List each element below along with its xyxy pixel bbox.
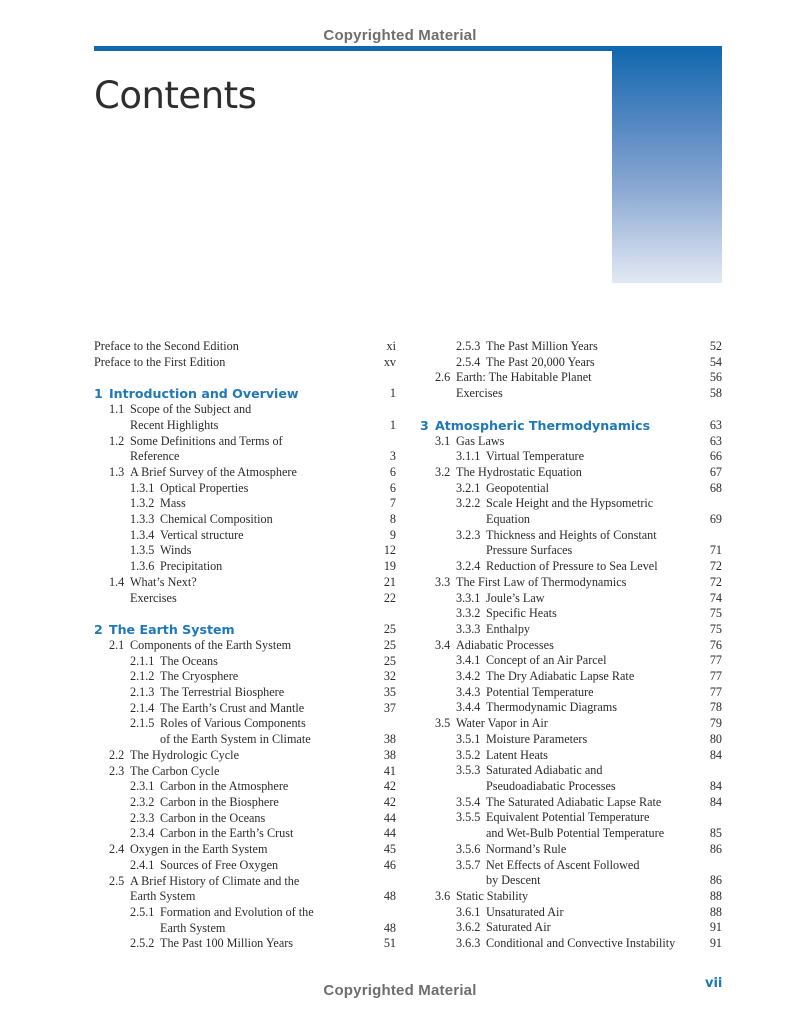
toc-subsection-entry[interactable]: [420, 653, 722, 669]
toc-subsection-entry[interactable]: [420, 591, 722, 607]
toc-entry-number: 3.3.2: [456, 606, 481, 621]
toc-entry-title: Joule’s Law: [486, 590, 545, 605]
toc-entry-page: 1: [389, 417, 396, 432]
toc-entry-page: 52: [709, 339, 722, 353]
toc-entry-page: 6: [389, 480, 396, 495]
toc-section-entry[interactable]: [94, 874, 396, 890]
toc-section-entry[interactable]: [94, 449, 396, 465]
toc-frontmatter-entry[interactable]: [94, 355, 396, 371]
toc-entry-page: 48: [383, 920, 396, 935]
toc-entry-page: 37: [383, 700, 396, 715]
toc-subsection-entry[interactable]: [420, 873, 722, 889]
toc-entry-page: 25: [383, 622, 396, 637]
toc-chapter-entry[interactable]: [94, 622, 396, 638]
toc-entry-title: Equation: [486, 512, 531, 527]
toc-entry-title: Oxygen in the Earth System: [130, 842, 268, 857]
toc-entry-title: Carbon in the Earth’s Crust: [160, 826, 294, 841]
toc-entry-title: Normand’s Rule: [486, 841, 567, 856]
toc-subsection-entry[interactable]: [420, 685, 722, 701]
toc-entry-page: 9: [389, 527, 396, 542]
toc-section-entry[interactable]: [94, 402, 396, 418]
toc-entry-page: 84: [709, 747, 722, 762]
toc-entry-number: 3.6.2: [456, 920, 481, 935]
toc-section-entry[interactable]: [94, 434, 396, 450]
toc-entry-title: Pressure Surfaces: [486, 543, 573, 558]
toc-entry-page: 78: [709, 700, 722, 715]
toc-entry-page: 25: [383, 637, 396, 652]
toc-entry-number: 3.2.1: [456, 480, 481, 495]
toc-entry-number: 2.5: [109, 873, 125, 888]
toc-entry-page: 25: [383, 653, 396, 668]
toc-entry-page: 84: [709, 778, 722, 793]
toc-entry-number: 1.3.5: [130, 543, 155, 558]
toc-entry-number: 3.2.3: [456, 527, 481, 542]
toc-entry-page: 80: [709, 731, 722, 746]
toc-entry-title: Geopotential: [486, 480, 549, 495]
toc-entry-page: 1: [389, 386, 396, 401]
toc-entry-number: 1.3.2: [130, 496, 155, 511]
toc-subsection-entry[interactable]: [94, 921, 396, 937]
toc-section-entry[interactable]: [420, 889, 722, 905]
toc-subsection-entry[interactable]: [94, 543, 396, 559]
toc-subsection-entry[interactable]: [420, 355, 722, 371]
toc-entry-title: Water Vapor in Air: [456, 716, 548, 731]
toc-entry-page: 35: [383, 685, 396, 700]
toc-entry-title: Earth: The Habitable Planet: [456, 370, 592, 385]
toc-section-entry[interactable]: [94, 638, 396, 654]
toc-subsection-entry[interactable]: [420, 842, 722, 858]
toc-entry-page: 6: [389, 464, 396, 479]
toc-subsection-entry[interactable]: [94, 811, 396, 827]
toc-entry-number: 3.4.1: [456, 653, 481, 668]
toc-subsection-entry[interactable]: [94, 905, 396, 921]
toc-entry-number: 2.5.4: [456, 354, 481, 369]
toc-entry-page: xv: [383, 354, 396, 369]
toc-entry-page: 41: [383, 763, 396, 778]
toc-entry-page: 63: [709, 417, 722, 432]
toc-entry-page: 67: [709, 464, 722, 479]
toc-entry-number: 2.3: [109, 763, 125, 778]
toc-subsection-entry[interactable]: [420, 606, 722, 622]
toc-entry-number: 3.4.3: [456, 684, 481, 699]
toc-entry-title: of the Earth System in Climate: [160, 732, 311, 747]
toc-entry-number: 3.1: [435, 433, 451, 448]
toc-entry-title: Moisture Parameters: [486, 731, 588, 746]
toc-entry-title: Carbon in the Biosphere: [160, 794, 279, 809]
toc-entry-page: 86: [709, 841, 722, 856]
toc-subsection-entry[interactable]: [420, 905, 722, 921]
toc-entry-title: Pseudoadiabatic Processes: [486, 778, 616, 793]
toc-chapter-entry[interactable]: [420, 418, 722, 434]
toc-entry-title: Static Stability: [456, 888, 529, 903]
toc-entry-title: Scale Height and the Hypsometric: [486, 496, 654, 511]
toc-entry-page: 69: [709, 512, 722, 527]
toc-entry-number: 3.5.6: [456, 841, 481, 856]
toc-entry-title: The Cryosphere: [160, 669, 239, 684]
toc-entry-title: The First Law of Thermodynamics: [456, 574, 627, 589]
toc-entry-title: Earth System: [130, 889, 196, 904]
toc-entry-page: 86: [709, 873, 722, 888]
toc-entry-page: 8: [389, 512, 396, 527]
toc-chapter-entry[interactable]: [94, 386, 396, 402]
toc-entry-title: Saturated Adiabatic and: [486, 763, 603, 778]
toc-entry-title: Thermodynamic Diagrams: [486, 700, 617, 715]
toc-entry-title: Earth System: [160, 920, 226, 935]
toc-entry-page: 19: [383, 559, 396, 574]
toc-entry-number: 2.6: [435, 370, 451, 385]
toc-entry-number: 3.5.2: [456, 747, 481, 762]
toc-entry-page: 71: [709, 543, 722, 558]
toc-entry-number: 1.3.4: [130, 527, 155, 542]
decorative-gradient-block: [612, 46, 722, 283]
toc-entry-number: 3.5.7: [456, 857, 481, 872]
toc-entry-title: Carbon in the Atmosphere: [160, 779, 289, 794]
toc-entry-number: 2.5.1: [130, 904, 155, 919]
toc-entry-title: Conditional and Convective Instability: [486, 936, 676, 951]
toc-column-left: [94, 339, 396, 952]
toc-entry-page: 7: [389, 496, 396, 511]
toc-subsection-entry[interactable]: [94, 826, 396, 842]
toc-entry-number: 1.2: [109, 433, 125, 448]
toc-entry-page: 88: [709, 904, 722, 919]
toc-subsection-entry[interactable]: [94, 669, 396, 685]
toc-entry-page: 54: [709, 354, 722, 369]
toc-entry-number: 3: [420, 417, 429, 433]
toc-entry-title: The Hydrostatic Equation: [456, 464, 582, 479]
toc-entry-title: Saturated Air: [486, 920, 551, 935]
toc-entry-title: The Saturated Adiabatic Lapse Rate: [486, 794, 662, 809]
copyright-watermark-top: Copyrighted Material: [323, 27, 477, 44]
toc-exercises-entry[interactable]: [420, 386, 722, 402]
toc-entry-number: 3.6: [435, 888, 451, 903]
toc-entry-number: 3.5.4: [456, 794, 481, 809]
copyright-watermark-bottom: Copyrighted Material: [323, 982, 477, 999]
toc-entry-page: 32: [383, 669, 396, 684]
toc-entry-title: Potential Temperature: [486, 684, 594, 699]
toc-entry-title: Adiabatic Processes: [456, 637, 554, 652]
toc-subsection-entry[interactable]: [94, 559, 396, 575]
toc-subsection-entry[interactable]: [420, 622, 722, 638]
toc-entry-title: and Wet-Bulb Potential Temperature: [486, 826, 665, 841]
toc-entry-title: Virtual Temperature: [486, 449, 585, 464]
toc-entry-page: 75: [709, 621, 722, 636]
toc-entry-page: 38: [383, 747, 396, 762]
toc-entry-number: 3.1.1: [456, 449, 481, 464]
toc-entry-title: The Dry Adiabatic Lapse Rate: [486, 669, 635, 684]
toc-subsection-entry[interactable]: [94, 858, 396, 874]
toc-entry-page: 56: [709, 370, 722, 385]
toc-entry-page: 77: [709, 684, 722, 699]
toc-entry-page: 44: [383, 826, 396, 841]
toc-subsection-entry[interactable]: [94, 701, 396, 717]
toc-entry-number: 2.1.3: [130, 685, 155, 700]
toc-subsection-entry[interactable]: [94, 936, 396, 952]
toc-section-entry[interactable]: [94, 842, 396, 858]
toc-entry-page: 72: [709, 574, 722, 589]
toc-entry-number: 2: [94, 622, 103, 638]
toc-subsection-entry[interactable]: [94, 481, 396, 497]
toc-section-entry[interactable]: [420, 716, 722, 732]
toc-entry-number: 2.1.2: [130, 669, 155, 684]
toc-subsection-entry[interactable]: [94, 654, 396, 670]
toc-subsection-entry[interactable]: [420, 559, 722, 575]
toc-entry-number: 1.1: [109, 402, 125, 417]
toc-subsection-entry[interactable]: [420, 795, 722, 811]
toc-entry-title: The Oceans: [160, 653, 218, 668]
toc-entry-title: Formation and Evolution of the: [160, 904, 314, 919]
toc-entry-title: The Past 20,000 Years: [486, 354, 595, 369]
toc-entry-title: Winds: [160, 543, 192, 558]
toc-entry-page: 88: [709, 888, 722, 903]
page-number: vii: [705, 976, 723, 991]
toc-entry-page: 44: [383, 810, 396, 825]
toc-entry-page: 48: [383, 889, 396, 904]
toc-entry-number: 2.1.5: [130, 716, 155, 731]
toc-entry-page: 42: [383, 794, 396, 809]
toc-entry-title: A Brief History of Climate and the: [130, 873, 300, 888]
toc-entry-title: Thickness and Heights of Constant: [486, 527, 657, 542]
toc-entry-title: Carbon in the Oceans: [160, 810, 266, 825]
toc-entry-title: The Terrestrial Biosphere: [160, 685, 285, 700]
toc-entry-number: 3.6.1: [456, 904, 481, 919]
toc-entry-title: The Hydrologic Cycle: [130, 747, 239, 762]
toc-entry-title: Optical Properties: [160, 480, 249, 495]
toc-entry-title: Atmospheric Thermodynamics: [435, 417, 651, 433]
toc-entry-number: 2.3.1: [130, 779, 155, 794]
toc-subsection-entry[interactable]: [420, 858, 722, 874]
toc-entry-number: 3.2: [435, 464, 451, 479]
toc-entry-page: 63: [709, 433, 722, 448]
toc-subsection-entry[interactable]: [420, 449, 722, 465]
toc-entry-page: 21: [383, 574, 396, 589]
toc-entry-number: 1.3.1: [130, 480, 155, 495]
toc-entry-number: 1.3.3: [130, 512, 155, 527]
toc-entry-title: Recent Highlights: [130, 417, 219, 432]
toc-entry-title: Reference: [130, 449, 180, 464]
toc-entry-number: 3.6.3: [456, 936, 481, 951]
toc-entry-number: 3.5.1: [456, 731, 481, 746]
toc-entry-page: 91: [709, 936, 722, 951]
toc-entry-number: 3.4.2: [456, 669, 481, 684]
toc-entry-page: 51: [383, 936, 396, 951]
toc-entry-title: Unsaturated Air: [486, 904, 564, 919]
toc-entry-page: 74: [709, 590, 722, 605]
toc-entry-number: 2.2: [109, 747, 125, 762]
toc-entry-page: 77: [709, 669, 722, 684]
toc-frontmatter-entry[interactable]: [94, 339, 396, 355]
toc-section-entry[interactable]: [94, 764, 396, 780]
toc-entry-title: Vertical structure: [160, 527, 244, 542]
toc-entry-title: Equivalent Potential Temperature: [486, 810, 650, 825]
toc-entry-number: 2.5.2: [130, 936, 155, 951]
toc-entry-title: Preface to the First Edition: [94, 354, 226, 369]
toc-section-entry[interactable]: [420, 465, 722, 481]
toc-entry-number: 1: [94, 386, 103, 402]
toc-subsection-entry[interactable]: [420, 936, 722, 952]
toc-section-entry[interactable]: [420, 575, 722, 591]
toc-entry-page: 38: [383, 732, 396, 747]
toc-entry-title: The Past 100 Million Years: [160, 936, 294, 951]
toc-entry-number: 3.3.1: [456, 590, 481, 605]
toc-entry-title: Scope of the Subject and: [130, 402, 252, 417]
toc-subsection-entry[interactable]: [94, 512, 396, 528]
toc-entry-title: The Carbon Cycle: [130, 763, 220, 778]
toc-subsection-entry[interactable]: [94, 732, 396, 748]
toc-section-entry[interactable]: [94, 889, 396, 905]
toc-entry-number: 2.3.2: [130, 794, 155, 809]
toc-subsection-entry[interactable]: [420, 826, 722, 842]
toc-entry-number: 2.3.4: [130, 826, 155, 841]
toc-entry-page: 77: [709, 653, 722, 668]
toc-entry-number: 3.4.4: [456, 700, 481, 715]
toc-subsection-entry[interactable]: [94, 528, 396, 544]
toc-entry-number: 3.3: [435, 574, 451, 589]
toc-entry-page: 68: [709, 480, 722, 495]
toc-entry-title: Net Effects of Ascent Followed: [486, 857, 640, 872]
toc-entry-title: Reduction of Pressure to Sea Level: [486, 559, 658, 574]
toc-entry-title: by Descent: [486, 873, 541, 888]
toc-entry-number: 1.4: [109, 574, 125, 589]
toc-entry-title: Some Definitions and Terms of: [130, 433, 283, 448]
toc-entry-title: Concept of an Air Parcel: [486, 653, 607, 668]
toc-entry-title: Exercises: [456, 386, 503, 401]
toc-subsection-entry[interactable]: [420, 763, 722, 779]
toc-entry-number: 2.4: [109, 842, 125, 857]
toc-section-entry[interactable]: [94, 575, 396, 591]
toc-entry-page: 85: [709, 826, 722, 841]
toc-entry-title: Introduction and Overview: [109, 386, 299, 402]
toc-entry-page: 72: [709, 559, 722, 574]
toc-subsection-entry[interactable]: [94, 795, 396, 811]
toc-subsection-entry[interactable]: [420, 700, 722, 716]
toc-section-entry[interactable]: [94, 748, 396, 764]
toc-subsection-entry[interactable]: [420, 339, 722, 355]
toc-entry-page: 46: [383, 857, 396, 872]
toc-entry-title: Mass: [160, 496, 186, 511]
toc-entry-page: 76: [709, 637, 722, 652]
toc-entry-number: 2.1.1: [130, 653, 155, 668]
toc-entry-number: 2.1: [109, 637, 125, 652]
toc-subsection-entry[interactable]: [420, 748, 722, 764]
toc-section-entry[interactable]: [94, 465, 396, 481]
toc-section-entry[interactable]: [420, 434, 722, 450]
toc-subsection-entry[interactable]: [420, 512, 722, 528]
toc-entry-number: 3.4: [435, 637, 451, 652]
toc-entry-title: Chemical Composition: [160, 512, 273, 527]
toc-entry-page: 58: [709, 386, 722, 401]
toc-entry-page: 12: [383, 543, 396, 558]
toc-entry-number: 2.5.3: [456, 339, 481, 353]
toc-entry-page: xi: [386, 339, 396, 353]
toc-section-entry[interactable]: [94, 418, 396, 434]
toc-entry-title: Sources of Free Oxygen: [160, 857, 279, 872]
toc-entry-title: Preface to the Second Edition: [94, 339, 239, 353]
toc-entry-page: 45: [383, 842, 396, 857]
toc-subsection-entry[interactable]: [420, 496, 722, 512]
toc-entry-page: 79: [709, 716, 722, 731]
toc-entry-page: 66: [709, 449, 722, 464]
toc-entry-number: 3.2.4: [456, 559, 481, 574]
toc-subsection-entry[interactable]: [420, 528, 722, 544]
toc-entry-number: 2.3.3: [130, 810, 155, 825]
toc-subsection-entry[interactable]: [420, 920, 722, 936]
toc-entry-title: The Earth System: [109, 622, 235, 638]
toc-entry-title: Enthalpy: [486, 621, 531, 636]
toc-subsection-entry[interactable]: [420, 779, 722, 795]
toc-entry-title: Exercises: [130, 590, 177, 605]
toc-entry-number: 3.3.3: [456, 621, 481, 636]
toc-section-entry[interactable]: [420, 370, 722, 386]
toc-entry-number: 1.3.6: [130, 559, 155, 574]
toc-entry-page: 84: [709, 794, 722, 809]
toc-entry-number: 3.5.3: [456, 763, 481, 778]
toc-entry-title: Roles of Various Components: [160, 716, 306, 731]
toc-entry-number: 3.2.2: [456, 496, 481, 511]
toc-entry-title: A Brief Survey of the Atmosphere: [130, 464, 297, 479]
toc-entry-page: 3: [389, 449, 396, 464]
toc-entry-number: 3.5.5: [456, 810, 481, 825]
page-title: Contents: [94, 74, 257, 117]
toc-entry-page: 22: [383, 590, 396, 605]
toc-column-right: [420, 339, 722, 952]
toc-entry-title: Components of the Earth System: [130, 637, 292, 652]
toc-entry-page: 42: [383, 779, 396, 794]
toc-entry-title: Precipitation: [160, 559, 223, 574]
toc-subsection-entry[interactable]: [94, 685, 396, 701]
toc-entry-page: 91: [709, 920, 722, 935]
toc-entry-number: 3.5: [435, 716, 451, 731]
toc-entry-page: 75: [709, 606, 722, 621]
toc-subsection-entry[interactable]: [94, 779, 396, 795]
toc-entry-title: The Earth’s Crust and Mantle: [160, 700, 305, 715]
toc-section-entry[interactable]: [420, 638, 722, 654]
toc-subsection-entry[interactable]: [94, 496, 396, 512]
toc-entry-title: Gas Laws: [456, 433, 505, 448]
toc-subsection-entry[interactable]: [420, 732, 722, 748]
toc-entry-title: Specific Heats: [486, 606, 557, 621]
toc-subsection-entry[interactable]: [420, 810, 722, 826]
toc-entry-title: What’s Next?: [130, 574, 197, 589]
toc-entry-number: 2.1.4: [130, 700, 155, 715]
toc-exercises-entry[interactable]: [94, 591, 396, 607]
toc-entry-title: The Past Million Years: [486, 339, 598, 353]
toc-subsection-entry[interactable]: [420, 481, 722, 497]
toc-subsection-entry[interactable]: [94, 716, 396, 732]
toc-subsection-entry[interactable]: [420, 543, 722, 559]
toc-subsection-entry[interactable]: [420, 669, 722, 685]
toc-entry-number: 2.4.1: [130, 857, 155, 872]
toc-entry-title: Latent Heats: [486, 747, 548, 762]
toc-entry-number: 1.3: [109, 464, 125, 479]
